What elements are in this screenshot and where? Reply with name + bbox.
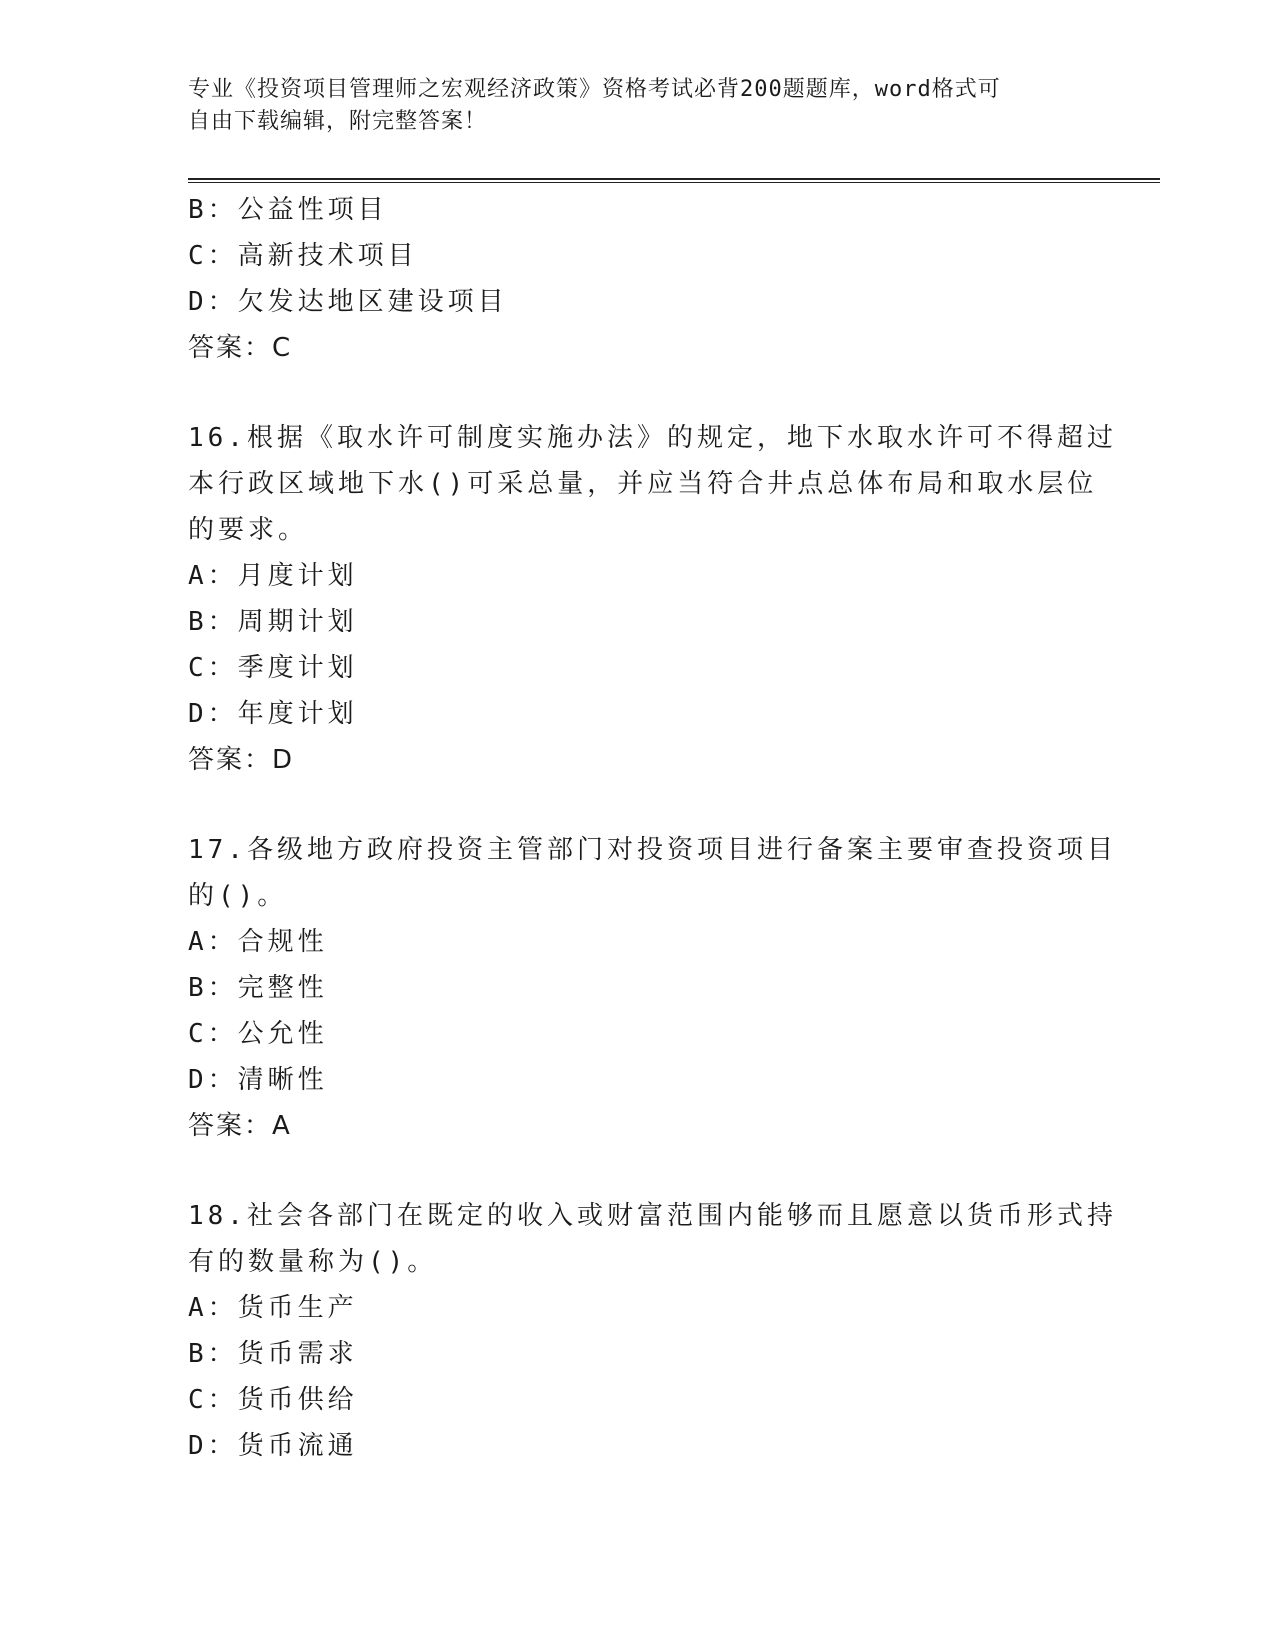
spacer bbox=[188, 1149, 1088, 1193]
question-text-line: 16.根据《取水许可制度实施办法》的规定，地下水取水许可不得超过 bbox=[188, 423, 1117, 453]
option-d: D：欠发达地区建设项目 bbox=[188, 287, 508, 317]
option-d: D：清晰性 bbox=[188, 1065, 328, 1095]
question-text-line: 本行政区域地下水()可采总量，并应当符合井点总体布局和取水层位 bbox=[188, 469, 1098, 499]
option-c: C：季度计划 bbox=[188, 653, 358, 683]
question-text-line: 的要求。 bbox=[188, 515, 309, 545]
document-header bbox=[188, 74, 1088, 138]
option-d: D：货币流通 bbox=[188, 1431, 358, 1461]
question-text-line: 有的数量称为()。 bbox=[188, 1247, 438, 1277]
option-c: C：公允性 bbox=[188, 1019, 328, 1049]
question-text-line: 17.各级地方政府投资主管部门对投资项目进行备案主要审查投资项目 bbox=[188, 835, 1117, 865]
option-b: B：货币需求 bbox=[188, 1339, 358, 1369]
header-line-1: 专业《投资项目管理师之宏观经济政策》资格考试必背200题题库，word格式可 bbox=[188, 77, 1001, 102]
question-17 bbox=[188, 827, 1117, 1149]
question-text-line: 的()。 bbox=[188, 881, 288, 911]
option-b: B：公益性项目 bbox=[188, 195, 388, 225]
option-c: C：货币供给 bbox=[188, 1385, 358, 1415]
answer-line: 答案：D bbox=[188, 745, 295, 775]
option-a: A：月度计划 bbox=[188, 561, 358, 591]
question-text-line: 18.社会各部门在既定的收入或财富范围内能够而且愿意以货币形式持 bbox=[188, 1201, 1117, 1231]
option-d: D：年度计划 bbox=[188, 699, 358, 729]
option-b: B：周期计划 bbox=[188, 607, 358, 637]
header-line-2: 自由下载编辑，附完整答案！ bbox=[188, 109, 488, 134]
header-divider bbox=[188, 178, 1160, 183]
question-16 bbox=[188, 415, 1117, 783]
question-list bbox=[188, 187, 1117, 1469]
option-b: B：完整性 bbox=[188, 973, 328, 1003]
question-15 bbox=[188, 187, 1088, 371]
option-c: C：高新技术项目 bbox=[188, 241, 418, 271]
answer-line: 答案：C bbox=[188, 333, 293, 363]
spacer bbox=[188, 371, 1088, 415]
spacer bbox=[188, 783, 1088, 827]
answer-line: 答案：A bbox=[188, 1111, 292, 1141]
option-a: A：货币生产 bbox=[188, 1293, 358, 1323]
option-a: A：合规性 bbox=[188, 927, 328, 957]
question-18 bbox=[188, 1193, 1117, 1469]
